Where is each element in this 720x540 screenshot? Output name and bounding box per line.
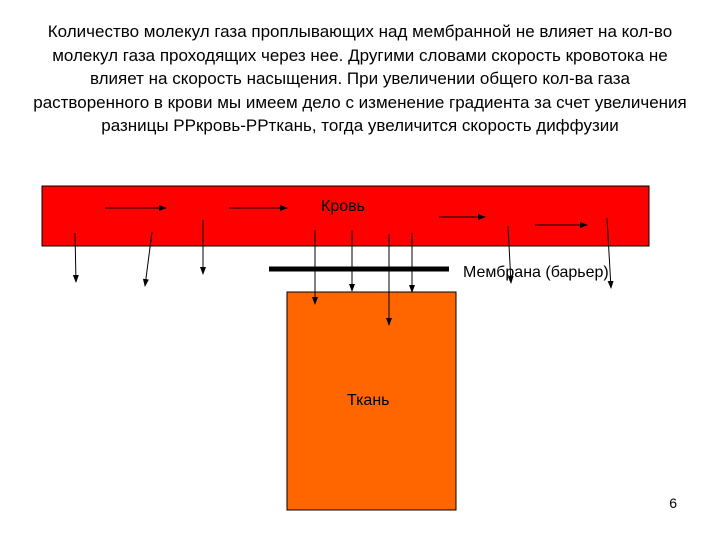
blood-region xyxy=(42,186,649,246)
slide-caption: Количество молекул газа проплывающих над мембранной не влияет на кол-во молекул газа проходящих через нее. Другими словами скорость кровотока не влияет на скорость насыщения. При увеличении общего кол-ва газа растворенного в крови мы имеем дело с изменение градиента за счет увеличения разницы РРкровь-РРткань, тогда увеличится скорость диффузии xyxy=(33,22,687,135)
page-number: 6 xyxy=(669,495,677,511)
blood-label: Кровь xyxy=(321,198,365,215)
membrane-label: Мембрана (барьер) xyxy=(463,264,609,281)
tissue-label: Ткань xyxy=(347,392,390,409)
